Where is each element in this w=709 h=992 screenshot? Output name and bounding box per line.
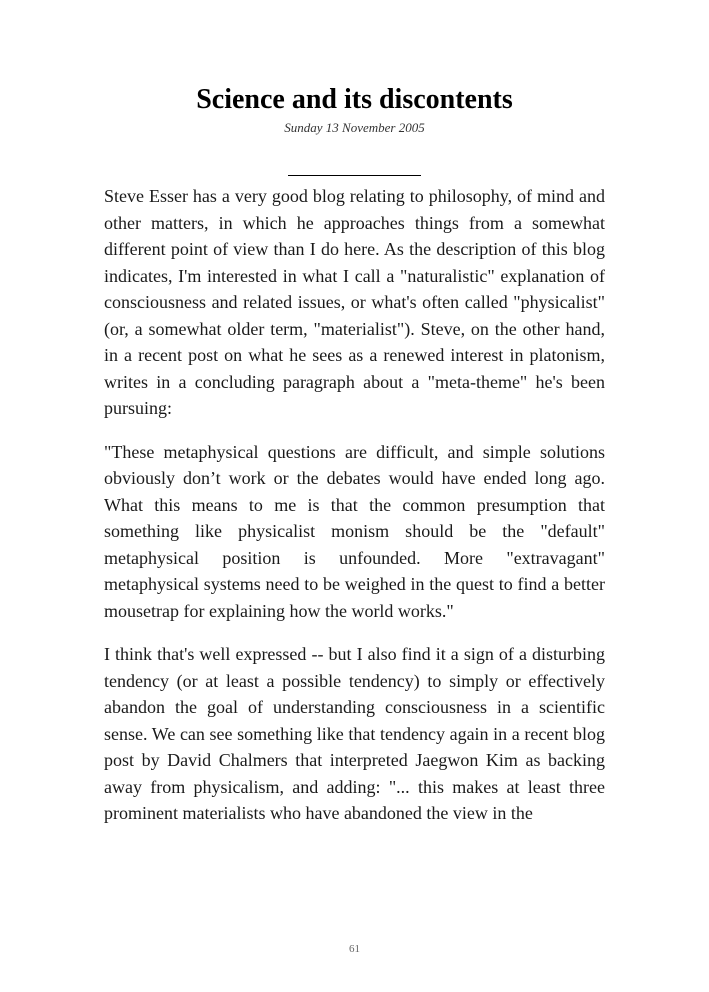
article-date: Sunday 13 November 2005 [284,120,425,135]
paragraph-intro: Steve Esser has a very good blog relating to philosophy, of mind and other matters, in which he approaches things from a somewhat different point of view than I do here. As the description of this blog indicates, I'm interested in what I call a "naturalistic" explanation of consciousness and related issues, or what's often called "physicalist" (or, a somewhat older term, "materialist"). Steve, on the other hand, in a recent post on what he sees as a renewed interest in platonism, writes in a concluding paragraph about a "meta-theme" he's been pursuing: [104,186,605,418]
paragraph-quote: "These metaphysical questions are difficult, and simple solutions obviously don’t work or the debates would have ended long ago. What this means to me is that the common presumption that something like physicalist monism should be the "default" metaphysical position is unfounded. More "extravagant" metaphysical systems need to be weighed in the quest to find a better mousetrap for explaining how the world works." [104,441,605,621]
paragraph-response: I think that's well expressed -- but I also find it a sign of a disturbing tendency (or at least a possible tendency) to simply or effectively abandon the goal of understanding consciousness in a scientific sense. We can see something like that tendency again in a recent blog post by David Chalmers that interpreted Jaegwon Kim as backing away from physicalism, and adding: "... this makes at least three prominent materialists who have abandoned the view in the [104,644,605,823]
article-title: Science and its discontents [196,84,513,115]
page-number: 61 [349,943,360,955]
article-body [104,183,605,844]
title-divider [288,175,421,176]
